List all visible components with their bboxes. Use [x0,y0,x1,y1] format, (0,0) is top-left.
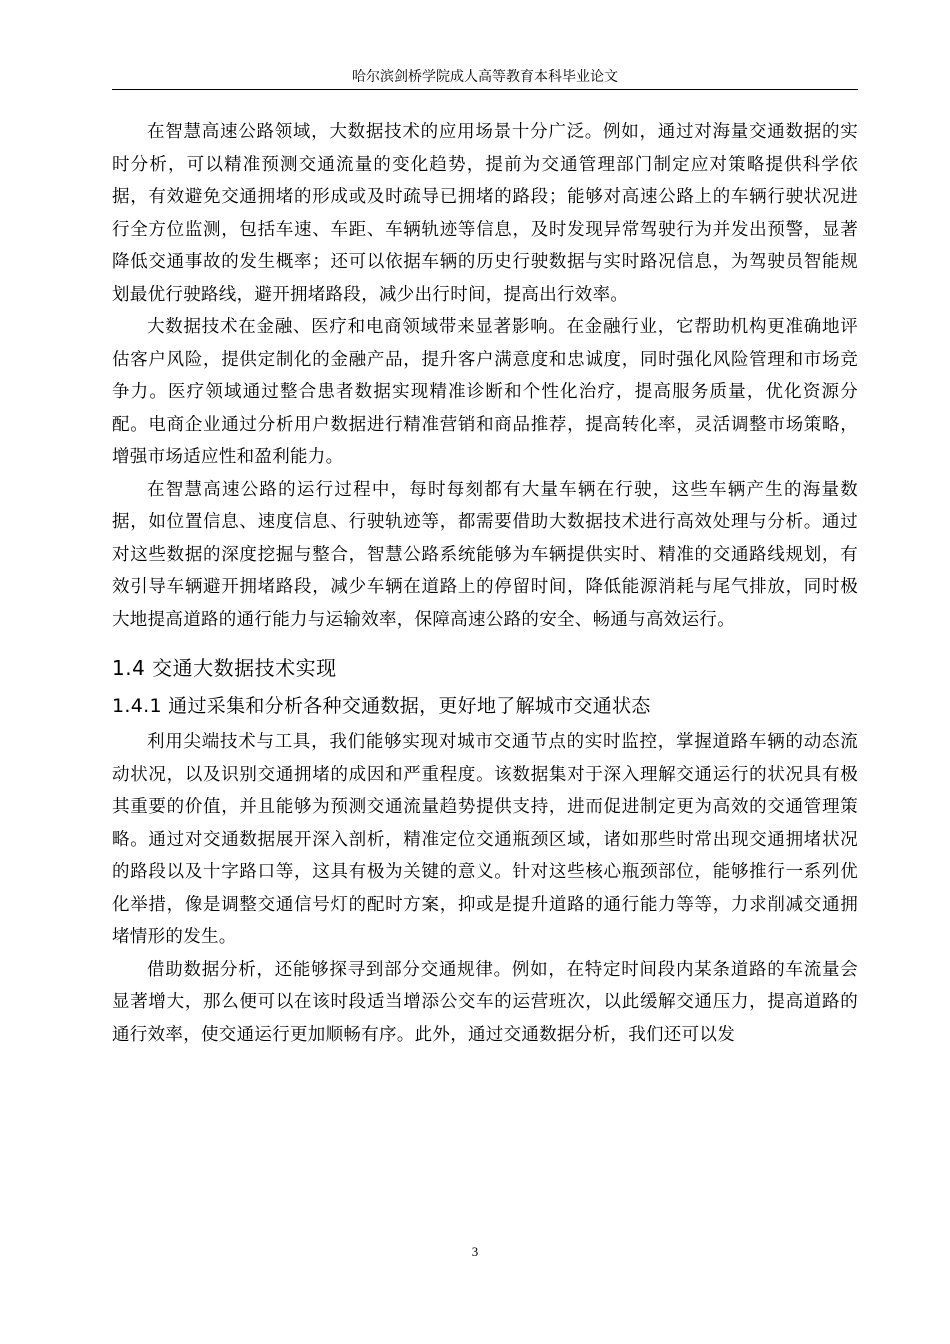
page-number: 3 [471,1244,479,1259]
subsection-heading: 1.4.1 通过采集和分析各种交通数据，更好地了解城市交通状态 [112,695,651,717]
paragraph: 在智慧高速公路的运行过程中，每时每刻都有大量车辆在行驶，这些车辆产生的海量数据，如位置信息、速度信息、行驶轨迹等，都需要借助大数据技术进行高效处理与分析。通过对这些数据的深度挖掘与整合，智慧公路系统能够为车辆提供实时、精准的交通路线规划，有效引导车辆避开拥堵路段，减少车辆在道路上的停留时间，降低能源消耗与尾气排放，同时极大地提高道路的通行能力与运输效率，保障高速公路的安全、畅通与高效运行。 [112,479,858,630]
paragraph: 在智慧高速公路领域，大数据技术的应用场景十分广泛。例如，通过对海量交通数据的实时分析，可以精准预测交通流量的变化趋势，提前为交通管理部门制定应对策略提供科学依据，有效避免交通拥堵的形成或及时疏导已拥堵的路段；能够对高速公路上的车辆行驶状况进行全方位监测，包括车速、车距、车辆轨迹等信息，及时发现异常驾驶行为并发出预警，显著降低交通事故的发生概率；还可以依据车辆的历史行驶数据与实时路况信息，为驾驶员智能规划最优行驶路线，避开拥堵路段，减少出行时间，提高出行效率。 [112,122,858,305]
header-divider [112,89,858,90]
paragraph: 大数据技术在金融、医疗和电商领域带来显著影响。在金融行业，它帮助机构更准确地评估客户风险，提供定制化的金融产品，提升客户满意度和忠诚度，同时强化风险管理和市场竞争力。医疗领域通过整合患者数据实现精准诊断和个性化治疗，提高服务质量，优化资源分配。电商企业通过分析用户数据进行精准营销和商品推荐，提高转化率，灵活调整市场策略，增强市场适应性和盈利能力。 [112,317,858,467]
running-header: 哈尔滨剑桥学院成人高等教育本科毕业论文 [352,69,618,85]
page-body [112,116,858,1051]
paragraph: 借助数据分析，还能够探寻到部分交通规律。例如，在特定时间段内某条道路的车流量会显著增大，那么便可以在该时段适当增添公交车的运营班次，以此缓解交通压力，提高道路的通行效率，使交通运行更加顺畅有序。此外，通过交通数据分析，我们还可以发 [112,959,858,1045]
paragraph: 利用尖端技术与工具，我们能够实现对城市交通节点的实时监控，掌握道路车辆的动态流动状况，以及识别交通拥堵的成因和严重程度。该数据集对于深入理解交通运行的状况具有极其重要的价值，并且能够为预测交通流量趋势提供支持，进而促进制定更为高效的交通管理策略。通过对交通数据展开深入剖析，精准定位交通瓶颈区域，诸如那些时常出现交通拥堵状况的路段以及十字路口等，这具有极为关键的意义。针对这些核心瓶颈部位，能够推行一系列优化举措，像是调整交通信号灯的配时方案，抑或是提升道路的通行能力等等，力求削减交通拥堵情形的发生。 [112,732,858,947]
section-heading: 1.4 交通大数据技术实现 [112,656,337,680]
